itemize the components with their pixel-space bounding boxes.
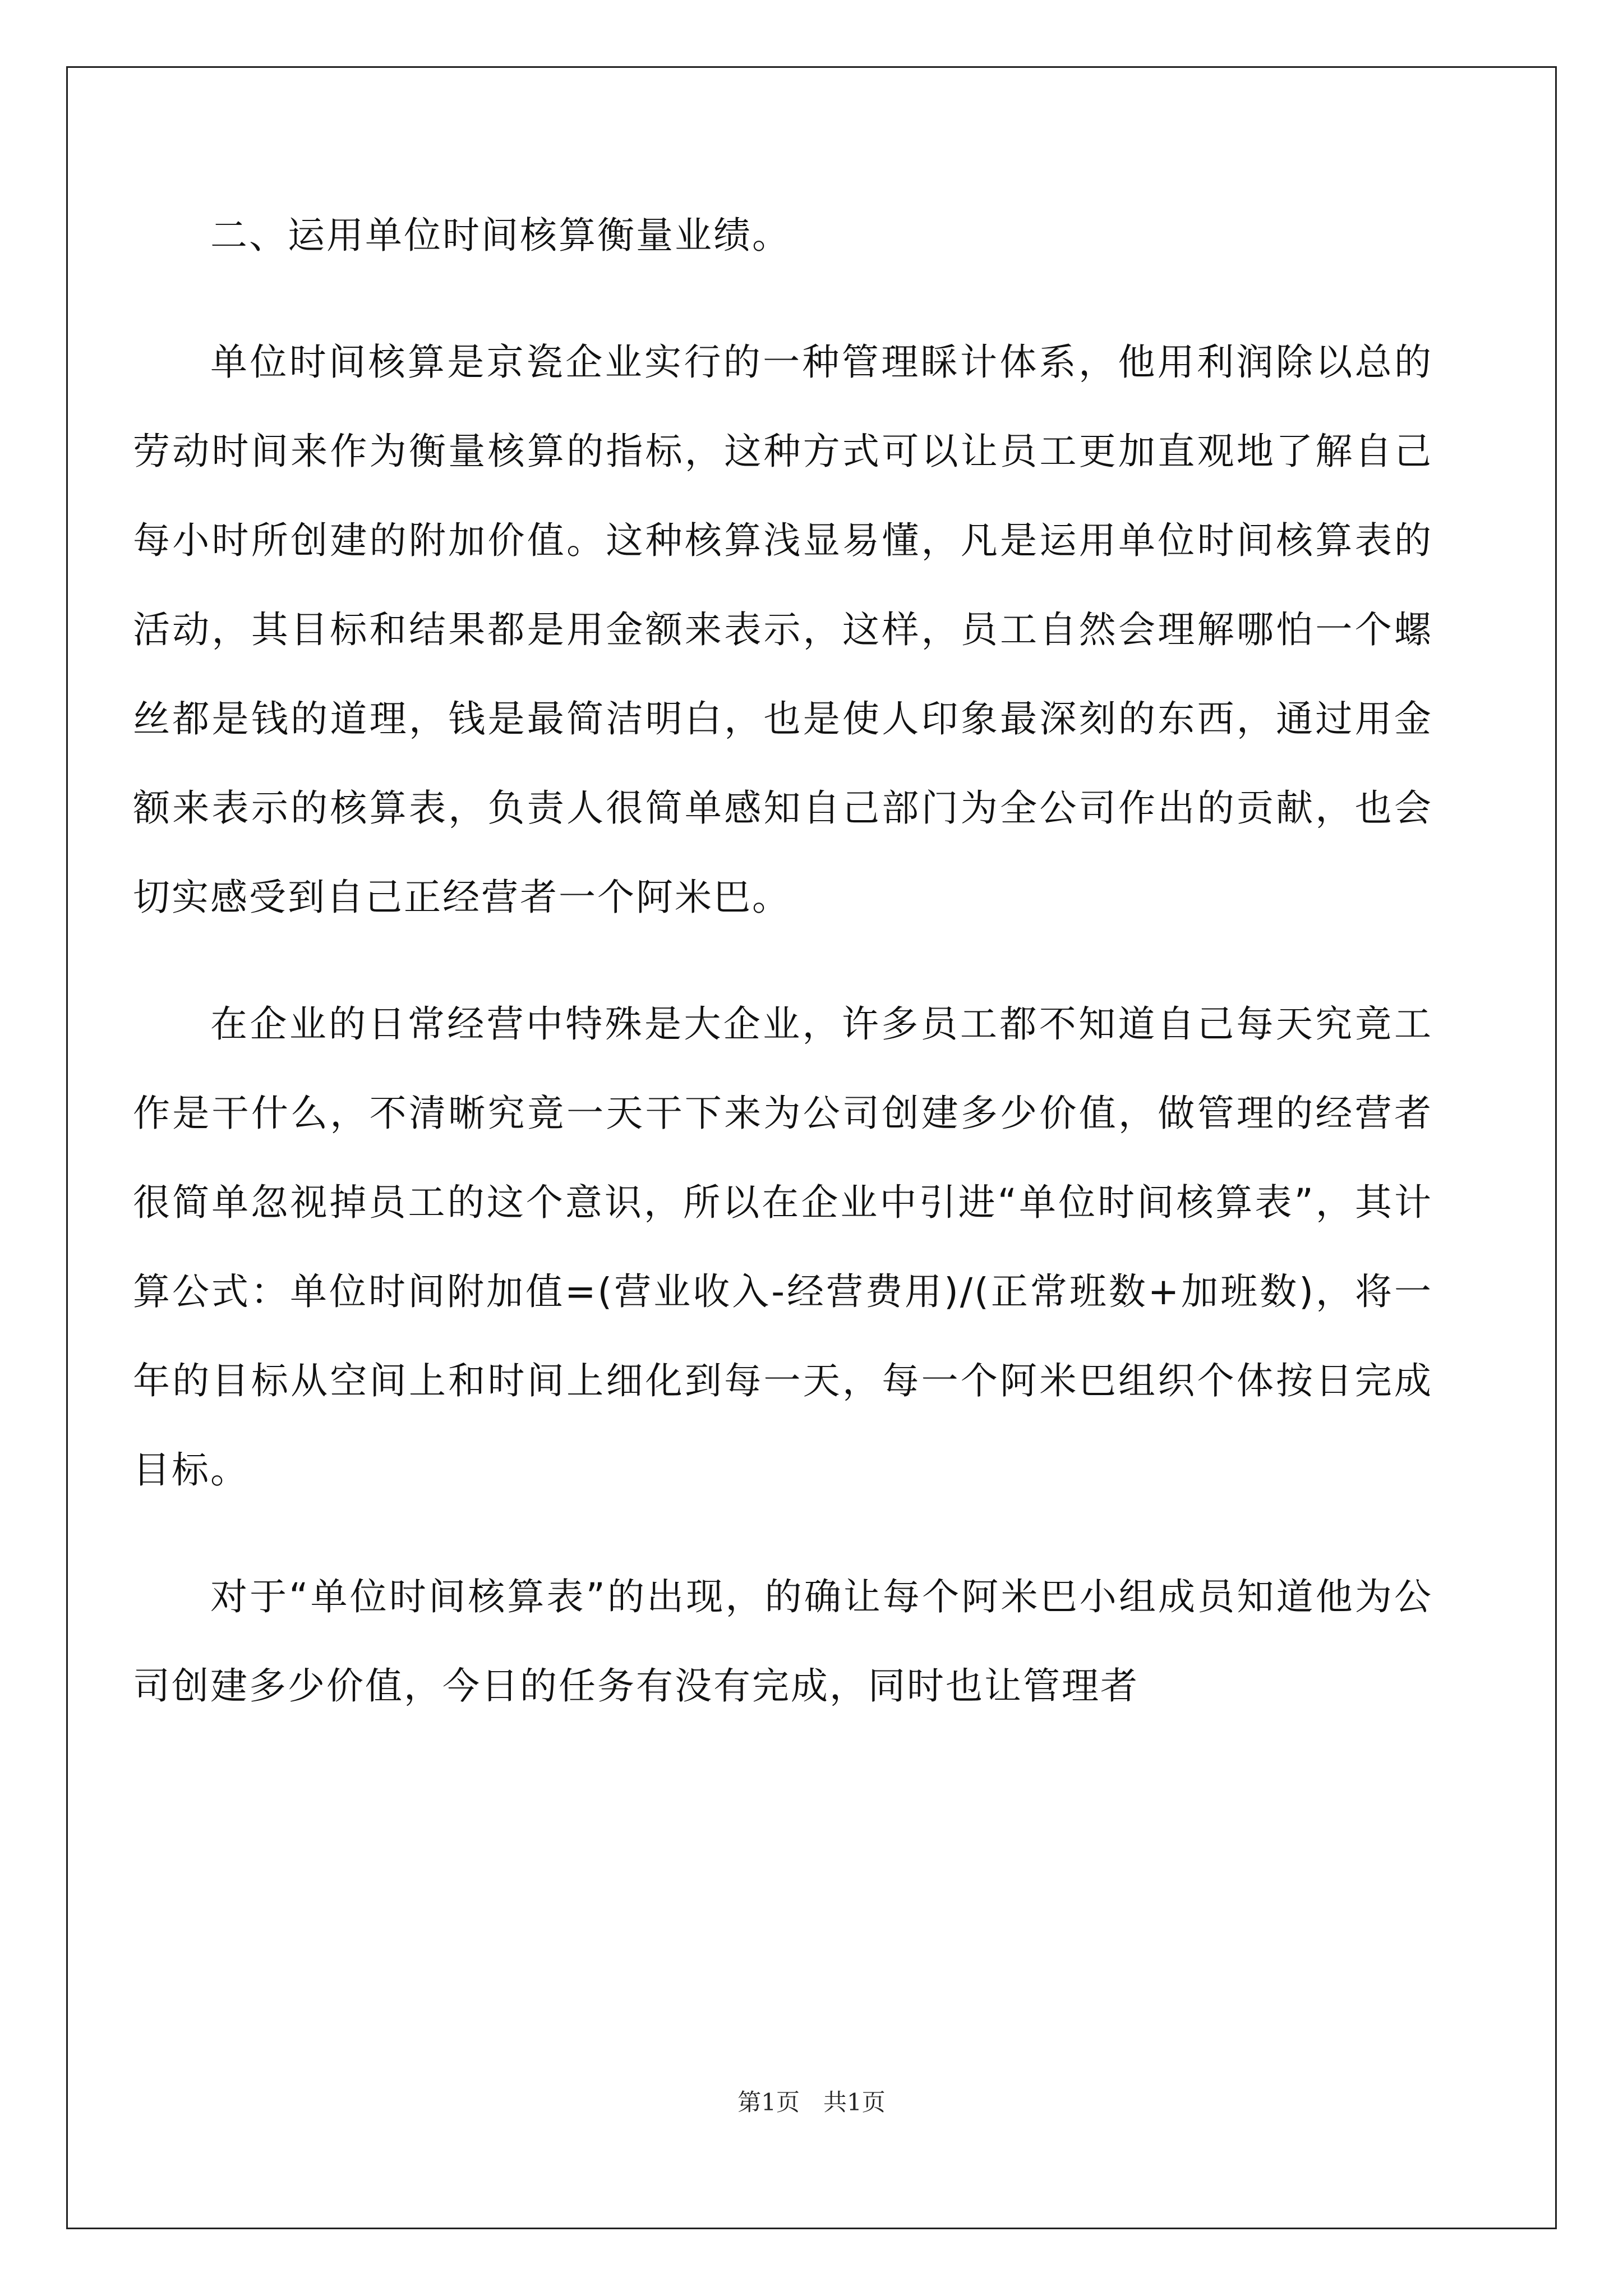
page-footer: 第1页 共1页 [737,2088,886,2116]
paragraph-1: 单位时间核算是京瓷企业实行的一种管理睬计体系，他用利润除以总的劳动时间来作为衡量核算的指标，这种方式可以让员工更加直观地了解自己每小时所创建的附加价值。这种核算浅显易懂，凡是运用单位时间核算表的活动，其目标和结果都是用金额来表示，这样，员工自然会理解哪怕一个螺丝都是钱的道理，钱是最简洁明白，也是使人印象最深刻的东西，通过用金额来表示的核算表，负责人很简单感知自己部门为全公司作出的贡献，也会切实感受到自己正经营者一个阿米巴。 [133,341,1433,919]
section-heading: 二、运用单位时间核算衡量业绩。 [210,214,791,257]
document-body [133,191,1433,1768]
paragraph-3: 对于“单位时间核算表”的出现，的确让每个阿米巴小组成员知道他为公司创建多少价值，今日的任务有没有完成，同时也让管理者 [133,1575,1433,1708]
paragraph-2: 在企业的日常经营中特殊是大企业，许多员工都不知道自己每天究竟工作是干什么，不清晰究竟一天干下来为公司创建多少价值，做管理的经营者很简单忽视掉员工的这个意识，所以在企业中引进“单位时间核算表”，其计算公式：单位时间附加值=(营业收入-经营费用)/(正常班数+加班数)，将一年的目标从空间上和时间上细化到每一天，每一个阿米巴组织个体按日完成目标。 [133,1002,1433,1492]
